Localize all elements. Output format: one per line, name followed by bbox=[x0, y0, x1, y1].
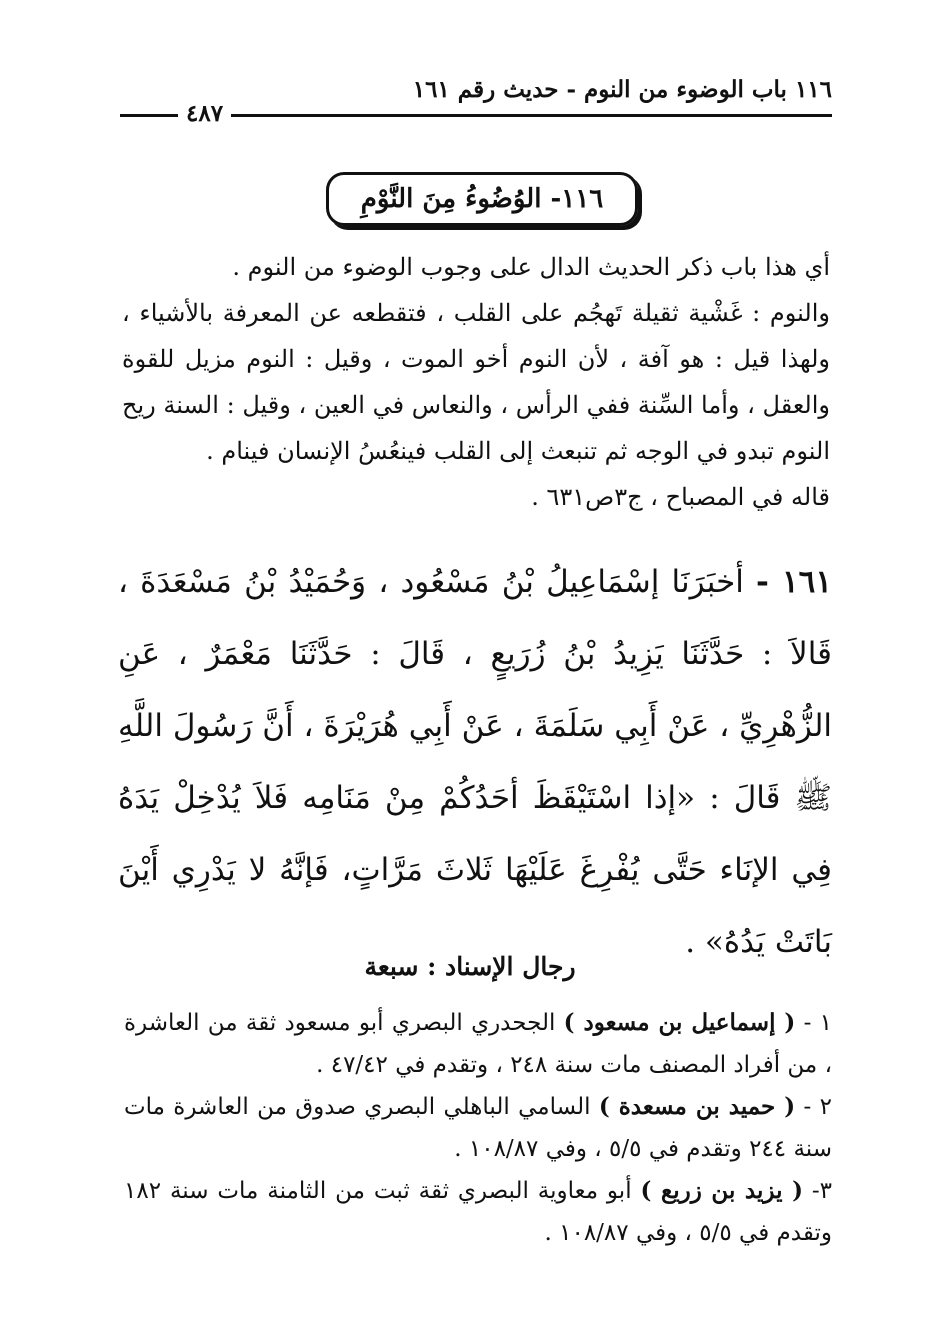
hadith-paragraph bbox=[118, 546, 832, 978]
intro-paragraph: والنوم : غَشْية ثقيلة تَهجُم على القلب ، فتقطعه عن المعرفة بالأشياء ، ولهذا قيل : هو آفة ، لأن النوم أخو الموت ، وقيل : النوم مزيل للقوة والعقل ، وأما السِّنة ففي الرأس ، والنعاس في العين ، وقيل : السنة ريح النوم تبدو في الوجه ثم تنبعث إلى القلب فينعُسُ الإنسان فينام . bbox=[122, 299, 830, 465]
page-number: ٤٨٧ bbox=[178, 100, 231, 127]
intro-paragraph: قاله في المصباح ، ج٣ص٦٣١ . bbox=[531, 483, 830, 511]
narrator-name: ( حميد بن مسعدة ) bbox=[598, 1093, 796, 1120]
narrators-list bbox=[124, 1002, 832, 1254]
chapter-introduction bbox=[122, 244, 830, 520]
narrator-name: ( إسماعيل بن مسعود ) bbox=[563, 1009, 796, 1036]
narrator-name: ( يزيد بن زريع ) bbox=[640, 1177, 803, 1204]
narrators-heading: رجال الإسناد : سبعة bbox=[364, 952, 576, 981]
hadith-block bbox=[118, 546, 832, 978]
chapter-heading: ١١٦- الوُضُوءُ مِنَ النَّوْمِ bbox=[360, 184, 604, 214]
running-header bbox=[120, 76, 832, 126]
narrator-number: ٣- bbox=[811, 1178, 833, 1204]
narrator-description: أبو معاوية البصري ثقة ثبت من الثامنة مات سنة ١٨٢ وتقدم في ٥/٥ ، وفي ١٠٨/٨٧ . bbox=[124, 1178, 832, 1246]
narrator-description: السامي الباهلي البصري صدوق من العاشرة مات سنة ٢٤٤ وتقدم في ٥/٥ ، وفي ١٠٨/٨٧ . bbox=[124, 1094, 832, 1162]
narrator-entry bbox=[124, 1002, 832, 1086]
narrator-number: ١ - bbox=[803, 1010, 833, 1036]
narrator-description: الجحدري البصري أبو مسعود ثقة من العاشرة ، من أفراد المصنف مات سنة ٢٤٨ ، وتقدم في ٤٧/٤٢ . bbox=[124, 1010, 832, 1078]
narrator-entry bbox=[124, 1170, 832, 1254]
header-title: ١١٦ باب الوضوء من النوم - حديث رقم ١٦١ bbox=[412, 76, 832, 103]
intro-paragraph: أي هذا باب ذكر الحديث الدال على وجوب الوضوء من النوم . bbox=[232, 253, 830, 281]
hadith-text: أخبَرَنَا إسْمَاعِيلُ بْنُ مَسْعُود ، وَحُمَيْدُ بْنُ مَسْعَدَةَ ، قَالاَ : حَدَّثَنَا يَزِيدُ بْنُ زُرَيعٍ ، قَالَ : حَدَّثَنَا مَعْمَرٌ ، عَنِ الزُّهْرِيِّ ، عَنْ أَبِي سَلَمَةَ ، عَنْ أَبِي هُرَيْرَةَ ، أَنَّ رَسُولَ اللَّهِ ﷺ قَالَ : «إذا اسْتَيْقَظَ أحَدُكُمْ مِنْ مَنَامِه فَلاَ يُدْخِلْ يَدَهُ فِي الإنَاء حَتَّى يُفْرِغَ عَلَيْهَا ثَلاثَ مَرَّاتٍ، فَإنَّهُ لا يَدْرِي أَيْنَ بَاتَتْ يَدُهُ» . bbox=[118, 564, 832, 960]
narrator-entry bbox=[124, 1086, 832, 1170]
chapter-heading-box bbox=[326, 172, 638, 226]
narrator-number: ٢ - bbox=[803, 1094, 832, 1120]
hadith-number: ١٦١ - bbox=[756, 564, 832, 600]
